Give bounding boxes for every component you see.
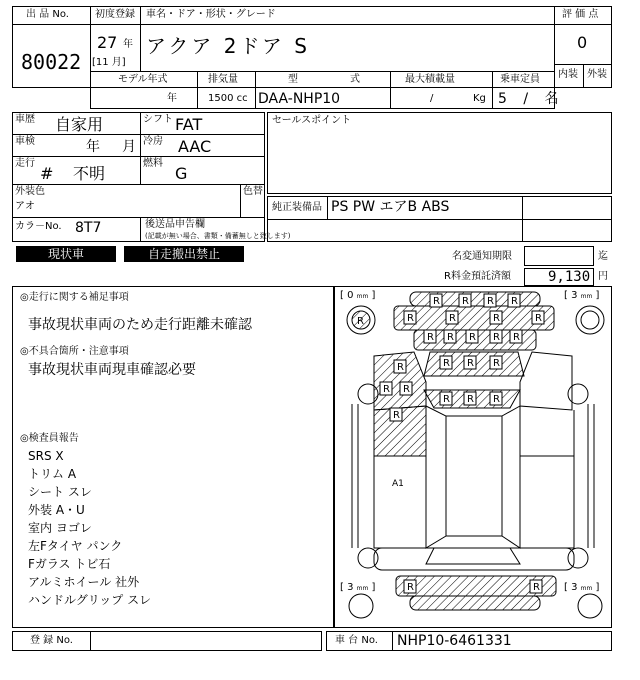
sales-point-label: セールスポイント xyxy=(272,115,352,126)
inspector-item: 外装 A・U xyxy=(28,503,85,517)
inspector-item: SRS X xyxy=(28,449,64,463)
inspector-item: 室内 ヨゴレ xyxy=(28,521,92,535)
score-label: 評 価 点 xyxy=(562,9,599,20)
inspector-item: Fガラス トビ石 xyxy=(28,557,111,571)
svg-text:R: R xyxy=(449,313,456,324)
history-value: 自家用 xyxy=(55,115,104,134)
svg-text:R: R xyxy=(357,316,364,327)
capacity-label: 乗車定員 xyxy=(500,74,540,85)
color-no-value: 8T7 xyxy=(75,220,102,236)
shift-label: シフト xyxy=(143,114,173,125)
svg-text:R: R xyxy=(443,358,450,369)
inspector-item: トリム A xyxy=(28,467,77,481)
recycle-value: 9,130 xyxy=(548,269,591,285)
ac-value: AAC xyxy=(178,137,212,156)
interior-label: 内装 xyxy=(558,69,578,80)
front-upper-panel xyxy=(394,306,554,330)
inspector-item: ハンドルグリップ スレ xyxy=(28,593,152,607)
model-name: アクア 2ドア S xyxy=(146,34,310,58)
type-label: 型 xyxy=(288,74,298,85)
right-front-fender xyxy=(520,352,572,410)
model-year-label: モデル年式 xyxy=(118,74,168,85)
displacement-label: 排気量 xyxy=(208,74,238,85)
svg-text:R: R xyxy=(511,296,518,307)
svg-text:R: R xyxy=(462,296,469,307)
name-change-box xyxy=(524,246,594,266)
chassis-label: 車 台 No. xyxy=(335,635,378,646)
recycle-unit: 円 xyxy=(598,271,608,282)
car-condition-diagram xyxy=(334,286,612,628)
shift-value: FAT xyxy=(175,115,203,134)
mileage-label: 走行 xyxy=(15,158,35,169)
max-load-label: 最大積載量 xyxy=(405,74,455,85)
type-value: DAA-NHP10 xyxy=(258,91,341,107)
svg-text:R: R xyxy=(535,313,542,324)
model-year-unit: 年 xyxy=(167,93,177,104)
model-label: 車名・ドア・形状・グレード xyxy=(146,9,276,20)
inspector-item: シート スレ xyxy=(28,485,92,499)
svg-text:R: R xyxy=(533,582,540,593)
svg-text:R: R xyxy=(493,332,500,343)
front-right-wheel xyxy=(568,384,588,404)
fuel-label: 燃料 xyxy=(143,158,163,169)
svg-text:R: R xyxy=(513,332,520,343)
exterior-label: 外装 xyxy=(587,69,607,80)
svg-text:R: R xyxy=(407,313,414,324)
color-change-label: 色替 xyxy=(243,186,263,197)
svg-text:R: R xyxy=(407,582,414,593)
lot-number: 80022 xyxy=(21,50,82,74)
svg-text:R: R xyxy=(383,384,390,395)
drive-note: 事故現状車両のため走行距離未確認 xyxy=(28,317,252,333)
mileage-mark: # xyxy=(40,164,54,183)
first-reg-month: [11 月] xyxy=(92,57,126,68)
recycle-label: R料金預託済額 xyxy=(444,271,511,282)
svg-text:R: R xyxy=(397,362,404,373)
name-change-label: 名変通知期限 xyxy=(452,251,512,262)
damage-code: A1 xyxy=(392,479,404,489)
svg-text:R: R xyxy=(403,384,410,395)
history-label: 車歴 xyxy=(15,114,35,125)
max-load-sep: / xyxy=(430,93,434,104)
color-no-label: カラ－No. xyxy=(15,221,62,232)
svg-text:R: R xyxy=(493,313,500,324)
capacity-value: 5 / 名 xyxy=(498,91,565,107)
aftermarket-label: 後送品申告欄 xyxy=(145,219,205,230)
svg-text:R: R xyxy=(393,410,400,421)
rear-right-wheel xyxy=(568,548,588,568)
svg-text:R: R xyxy=(443,394,450,405)
svg-text:R: R xyxy=(427,332,434,343)
ac-label: 冷房 xyxy=(143,136,163,147)
drive-note-header: ◎走行に関する補足事項 xyxy=(20,292,129,303)
equipment-label: 純正装備品 xyxy=(272,202,322,213)
no-self-drive-badge: 自走搬出禁止 xyxy=(124,246,244,262)
name-change-unit: 迄 xyxy=(598,251,608,262)
svg-text:R: R xyxy=(467,394,474,405)
fuel-value: G xyxy=(175,164,188,183)
equipment-value: PS PW エアB ABS xyxy=(331,199,450,215)
svg-text:R: R xyxy=(467,358,474,369)
inspection-month: 月 xyxy=(122,139,136,155)
inspection-label: 車検 xyxy=(15,136,35,147)
corner-front-left: [ 0 mm ] xyxy=(340,290,376,301)
mileage-value: 不明 xyxy=(73,164,106,183)
inspector-item: 左Fタイヤ パンク xyxy=(28,539,123,553)
inspector-header: ◎検査員報告 xyxy=(20,433,79,444)
corner-front-right: [ 3 mm ] xyxy=(564,290,600,301)
svg-text:R: R xyxy=(493,394,500,405)
corner-rear-right: [ 3 mm ] xyxy=(564,582,600,593)
svg-text:R: R xyxy=(487,296,494,307)
first-reg-year: 27 xyxy=(97,33,118,52)
lot-no-label: 出 品 No. xyxy=(26,9,69,20)
roof xyxy=(446,416,502,536)
reg-no-label: 登 録 No. xyxy=(30,635,73,646)
color-value: アオ xyxy=(15,201,35,212)
aftermarket-note: (記載が無い場合、書類・備蓄無しと致します) xyxy=(145,232,291,240)
score-value: 0 xyxy=(577,33,588,52)
svg-text:R: R xyxy=(433,296,440,307)
corner-rear-left: [ 3 mm ] xyxy=(340,582,376,593)
svg-text:R: R xyxy=(447,332,454,343)
first-reg-label: 初度登録 xyxy=(95,9,135,20)
year-unit: 年 xyxy=(123,39,133,50)
max-load-unit: Kg xyxy=(473,93,486,104)
color-label: 外装色 xyxy=(15,186,45,197)
defect-note: 事故現状車両現車確認必要 xyxy=(28,362,196,378)
defect-note-header: ◎不具合箇所・注意事項 xyxy=(20,346,129,357)
svg-text:R: R xyxy=(469,332,476,343)
as-is-badge: 現状車 xyxy=(16,246,116,262)
chassis-number: NHP10-6461331 xyxy=(397,633,512,649)
inspection-year: 年 xyxy=(86,139,100,155)
type-label-2: 式 xyxy=(350,74,360,85)
displacement-value: 1500 cc xyxy=(208,93,248,104)
inspector-item: アルミホイール 社外 xyxy=(28,575,140,589)
svg-text:R: R xyxy=(493,358,500,369)
